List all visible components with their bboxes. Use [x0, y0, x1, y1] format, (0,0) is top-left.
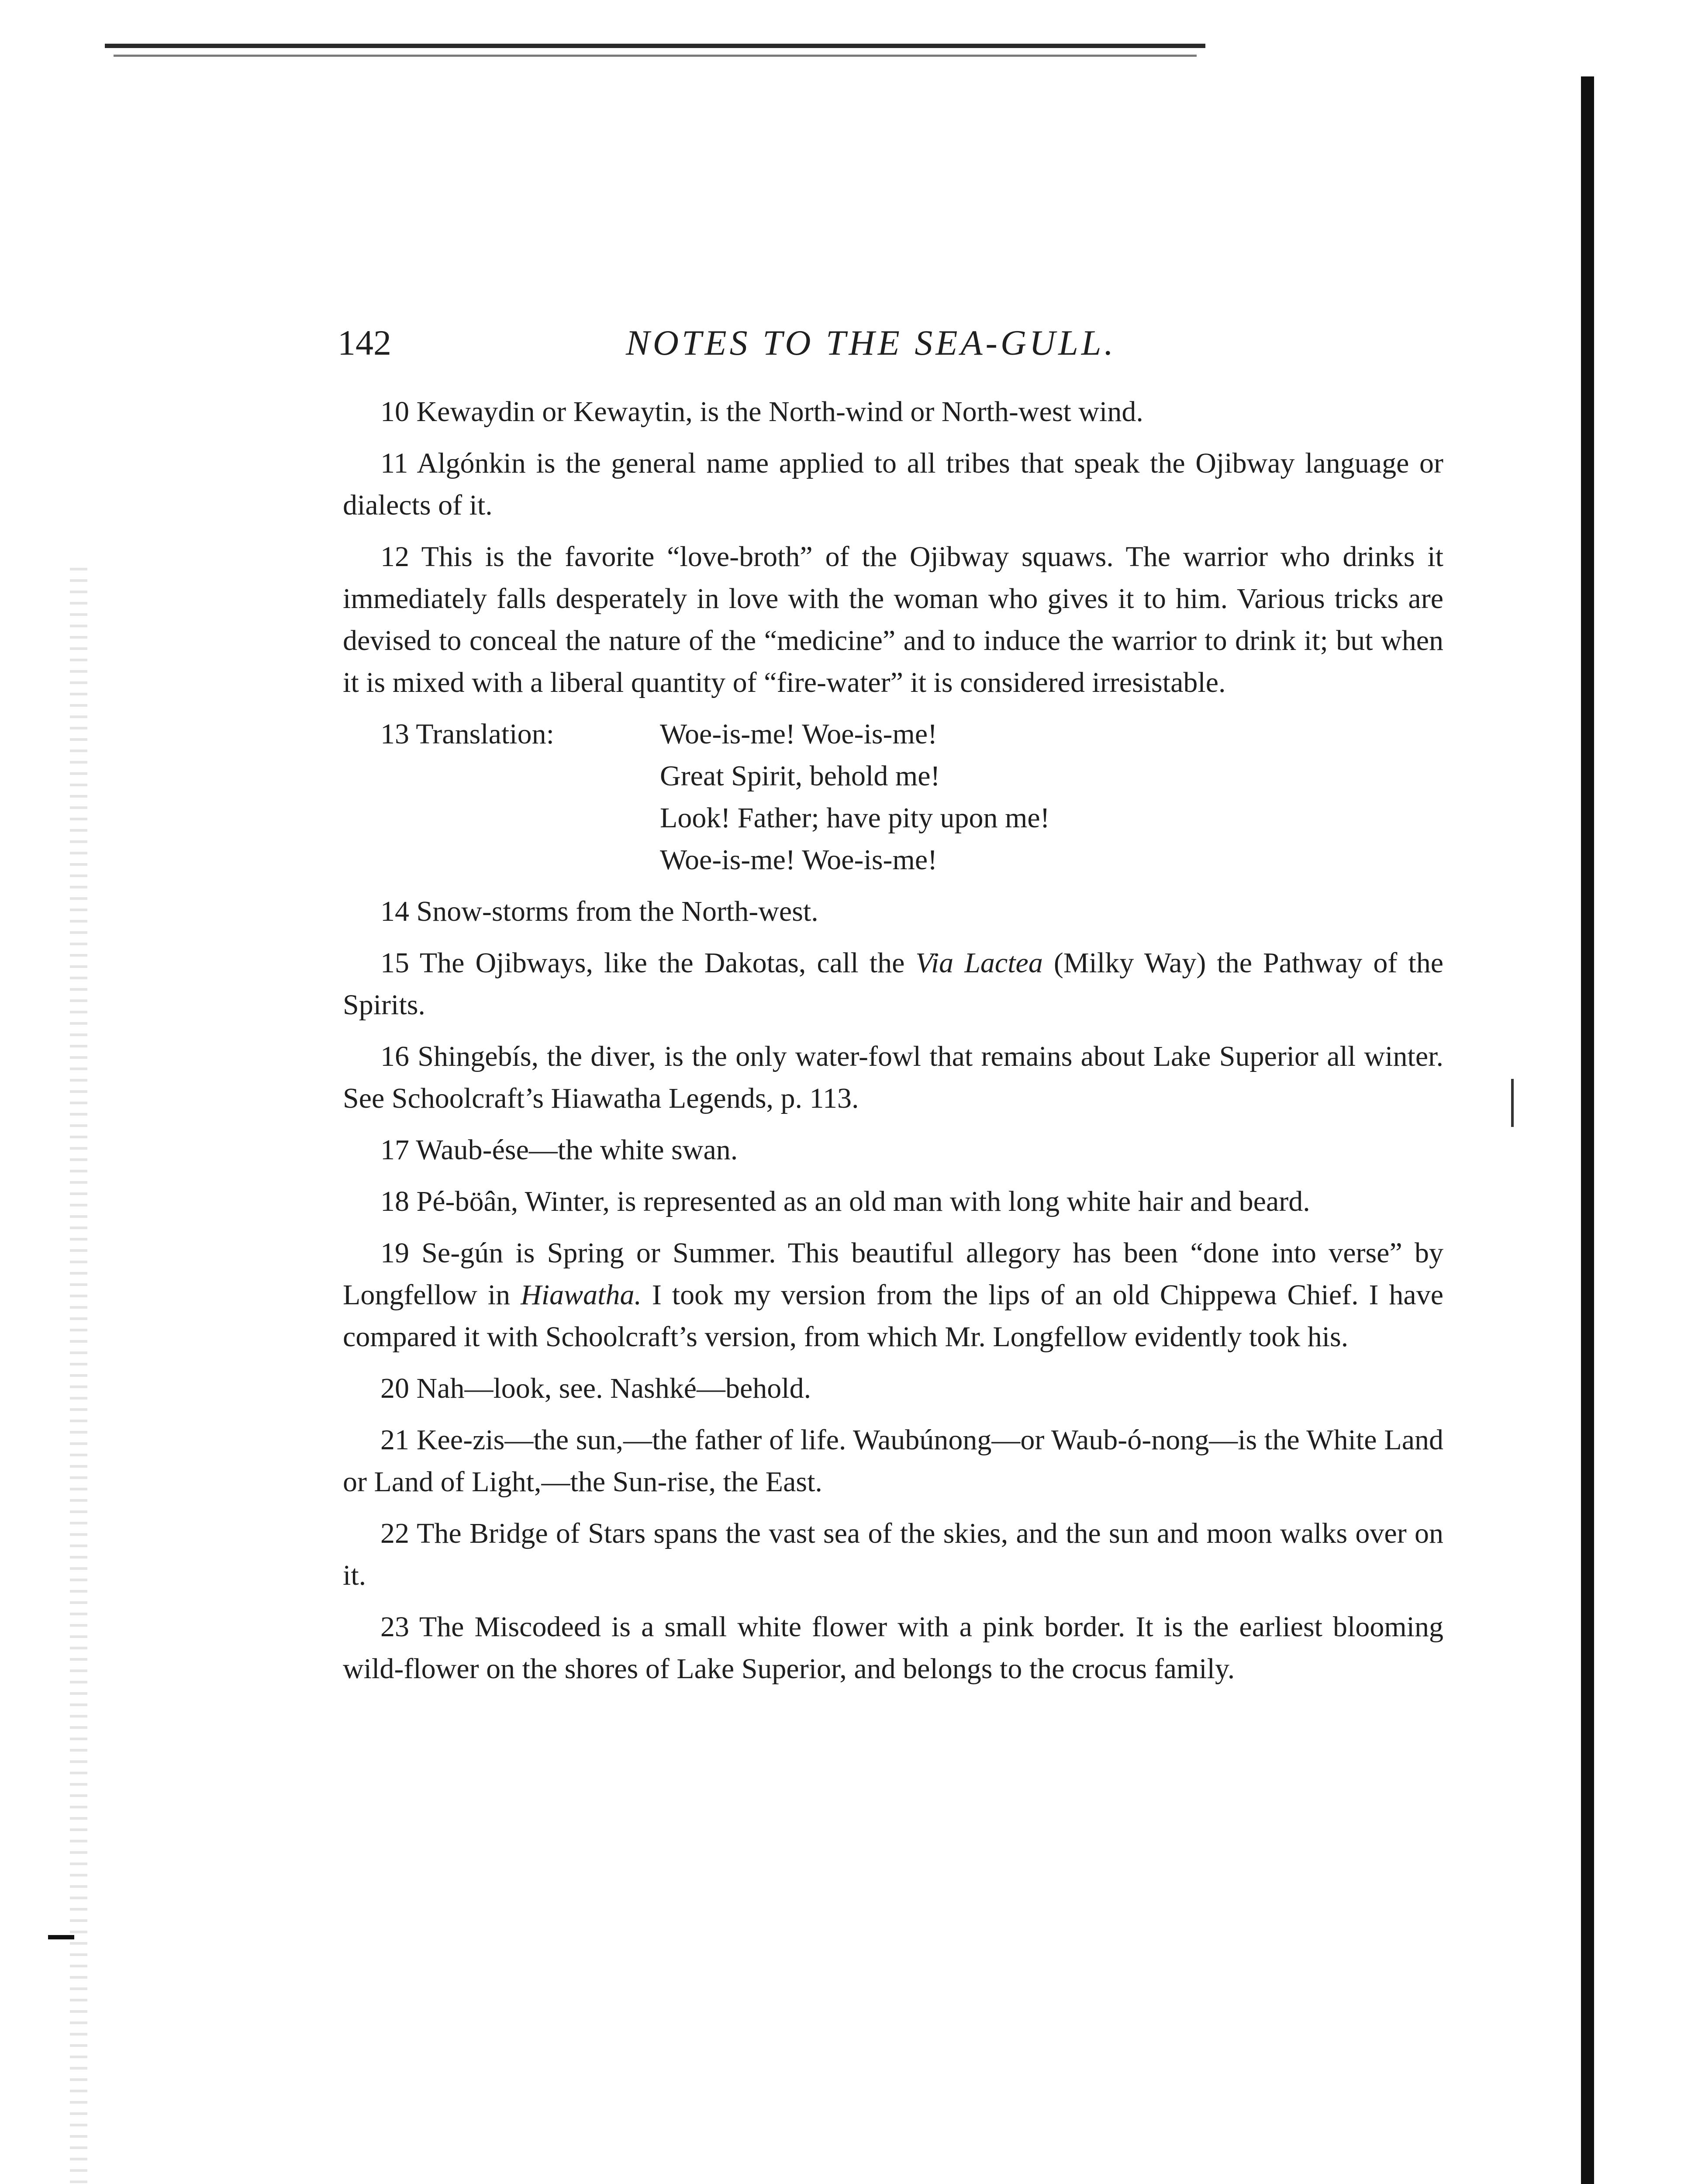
translation-line: Woe-is-me! Woe-is-me!: [660, 718, 938, 750]
note-15: [343, 942, 1443, 1026]
note-22: 22 The Bridge of Stars spans the vast sea of the skies, and the sun and moon walks over on it.: [343, 1517, 1443, 1591]
note-18: 18 Pé-böân, Winter, is represented as an old man with long white hair and beard.: [380, 1185, 1310, 1217]
note-13-translation: [343, 713, 1443, 881]
translation-line: Look! Father; have pity upon me!: [660, 802, 1050, 834]
translation-line: Great Spirit, behold me!: [660, 760, 940, 792]
note-21: 21 Kee-zis—the sun,—the father of life. Waubúnong—or Waub-ó-nong—is the White Land or Land of Light,—the Sun-rise, the East.: [343, 1424, 1443, 1498]
scan-top-rule: [105, 44, 1205, 48]
scan-left-edge-noise: [70, 568, 87, 2184]
note-19: [343, 1232, 1443, 1358]
note-17: 17 Waub-ése—the white swan.: [380, 1134, 738, 1166]
note-19-text-end: I took my version from the lips of an old Chippewa Chief. I have compared it with Schoolcraft’s version, from which Mr. Longfellow evidently took his.: [343, 1279, 1443, 1353]
scan-binding-edge: [1581, 76, 1594, 2184]
note-14: 14 Snow-storms from the North-west.: [380, 895, 818, 927]
page-header: [338, 319, 1438, 367]
translation-line: Woe-is-me! Woe-is-me!: [660, 844, 938, 876]
note-15-text: 15 The Ojibways, like the Dakotas, call the: [380, 947, 916, 979]
running-title: NOTES TO THE SEA-GULL.: [626, 323, 1116, 363]
translation-lines: [660, 713, 1443, 881]
note-16: 16 Shingebís, the diver, is the only water-fowl that remains about Lake Superior all winter. See Schoolcraft’s Hiawatha Legends, p. 113.: [343, 1040, 1443, 1114]
translation-label: 13 Translation:: [380, 718, 554, 750]
page-number: 142: [338, 323, 391, 363]
scan-top-rule-secondary: [114, 55, 1197, 57]
notes-body: [343, 391, 1443, 1700]
note-10: 10 Kewaydin or Kewaytin, is the North-wind or North-west wind.: [380, 396, 1143, 428]
note-15-italic: Via Lactea: [915, 947, 1043, 979]
note-11: 11 Algónkin is the general name applied to all tribes that speak the Ojibway language or dialects of it.: [343, 447, 1443, 521]
note-23: 23 The Miscodeed is a small white flower with a pink border. It is the earliest blooming wild-flower on the shores of Lake Superior, and belongs to the crocus family.: [343, 1611, 1443, 1685]
note-12: 12 This is the favorite “love-broth” of the Ojibway squaws. The warrior who drinks it immediately falls desperately in love with the woman who gives it to him. Various tricks are devised to conceal the nature of the “medicine” and to induce the warrior to drink it; but when it is mixed with a liberal quantity of “fire-water” it is considered irresistable.: [343, 541, 1443, 698]
note-15-text-end: (Milky Way) the Pathway of the Spirits.: [343, 947, 1443, 1021]
scan-margin-mark: [48, 1935, 74, 1939]
note-19-text: 19 Se-gún is Spring or Summer. This beautiful allegory has been “done into verse” by Longfellow in: [343, 1237, 1443, 1311]
note-20: 20 Nah—look, see. Nashké—behold.: [380, 1372, 811, 1404]
scan-stray-mark: [1511, 1079, 1514, 1127]
note-19-italic: Hiawatha.: [521, 1279, 642, 1311]
